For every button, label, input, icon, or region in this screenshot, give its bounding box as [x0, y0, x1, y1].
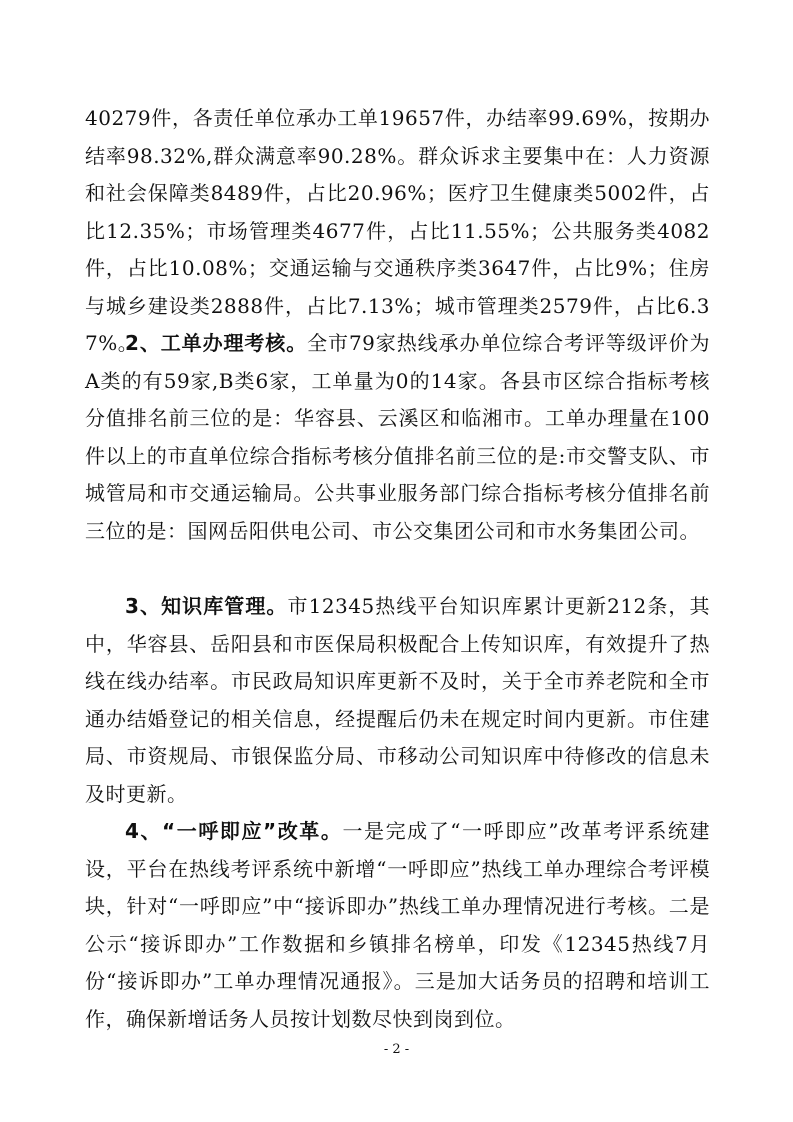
paragraph-text: 40279件，各责任单位承办工单19657件，办结率99.69%，按期办结率98.32%,群众满意率90.28%。群众诉求主要集中在：人力资源和社会保障类8489件，占比20.96%；医疗卫生健康类5002件，占比12.35%；市场管理类4677件，占比11.55%；公共服务类4082件，占比10.08%；交通运输与交通秩序类3647件，占比9%；住房与城乡建设类2888件，占比7.13%；城市管理类2579件，占比6.37%。	[85, 106, 710, 355]
section-heading: 2、工单办理考核。	[125, 331, 308, 355]
paragraph-text: 一是完成了“一呼即应”改革考评系统建设，平台在热线考评系统中新增“一呼即应”热线工单办理综合考评模块，针对“一呼即应”中“接诉即办”热线工单办理情况进行考核。二是公示“接诉即办”工作数据和乡镇排名榜单，印发《12345热线7月份“接诉即办”工单办理情况通报》。三是加大话务员的招聘和培训工作，确保新增话务人员按计划数尽快到岗到位。	[85, 819, 710, 1031]
paragraph-call-statistics	[85, 100, 710, 363]
paragraph-reform	[85, 813, 710, 1038]
paragraph-knowledge-base	[85, 588, 710, 813]
page-number: - 2 -	[383, 1042, 410, 1057]
paragraph-text: 市12345热线平台知识库累计更新212条，其中，华容县、岳阳县和市医保局积极配合上传知识库，有效提升了热线在线办结率。市民政局知识库更新不及时，关于全市养老院和全市通办结婚登记的相关信息，经提醒后仍未在规定时间内更新。市住建局、市资规局、市银保监分局、市移动公司知识库中待修改的信息未及时更新。	[85, 594, 710, 806]
paragraph-text: 全市79家热线承办单位综合考评等级评价为A类的有59家,B类6家，工单量为0的14家。各县市区综合指标考核分值排名前三位的是：华容县、云溪区和临湘市。工单办理量在100件以上的市直单位综合指标考核分值排名前三位的是:市交警支队、市城管局和市交通运输局。公共事业服务部门综合指标考核分值排名前三位的是：国网岳阳供电公司、市公交集团公司和市水务集团公司。	[85, 331, 710, 543]
section-heading: 3、知识库管理。	[125, 594, 288, 618]
paragraph-work-order-assessment	[85, 325, 710, 550]
section-heading: 4、“一呼即应”改革。	[125, 819, 343, 843]
